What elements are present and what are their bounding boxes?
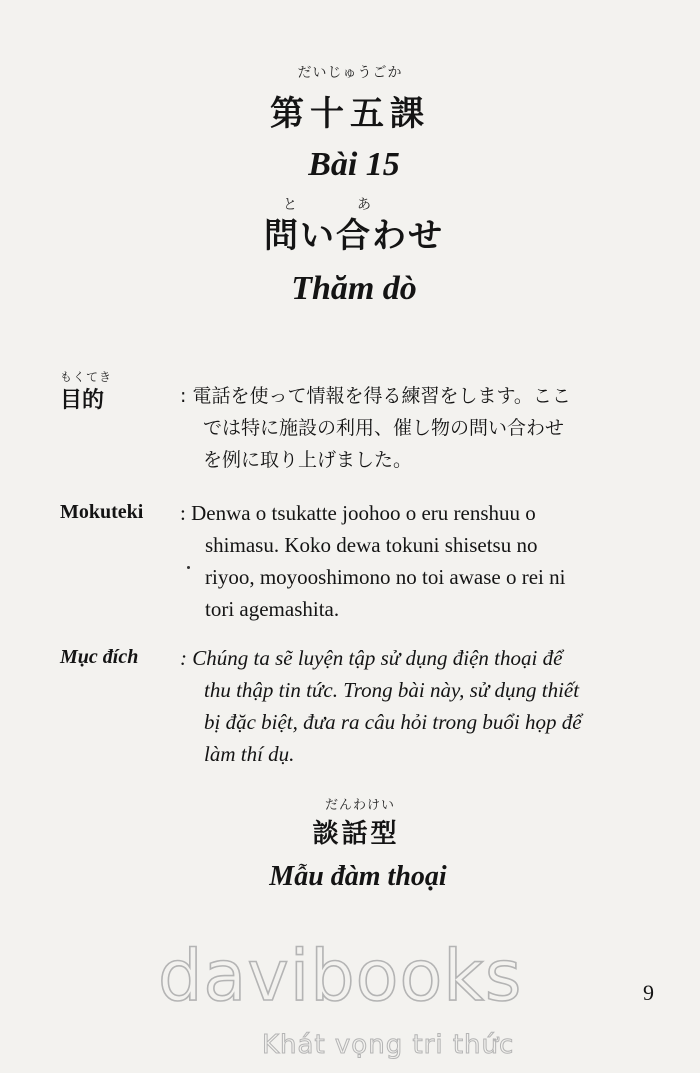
- topic-title-jp: 問い合わせ: [264, 216, 444, 256]
- lesson-title-vi: Bài 15: [308, 146, 400, 183]
- dialogue-title-jp: 談話型: [312, 819, 400, 849]
- objective-jp-line-3: を例に取り上げました。: [203, 449, 413, 471]
- objective-jp-label: 目的: [60, 388, 105, 413]
- topic-furigana-to: と: [283, 197, 298, 213]
- objective-romaji-line-4: tori agemashita.: [205, 597, 340, 621]
- objective-jp-label-furigana: もくてき: [60, 370, 113, 384]
- objective-vi-line-3: bị đặc biệt, đưa ra câu hỏi trong buổi họp để: [204, 710, 582, 734]
- topic-furigana-a: あ: [357, 197, 372, 213]
- objective-romaji-line-3: riyoo, moyooshimono no toi awase o rei ni: [205, 565, 566, 589]
- dialogue-furigana: だんわけい: [324, 798, 395, 813]
- objective-vi-line-1: : Chúng ta sẽ luyện tập sử dụng điện thoại để: [180, 646, 563, 670]
- page-number: 9: [643, 980, 654, 1005]
- topic-title-vi: Thăm dò: [291, 270, 417, 307]
- objective-romaji-label: Mokuteki: [60, 501, 144, 523]
- print-speck: [187, 566, 190, 569]
- lesson-furigana: だいじゅうごか: [297, 65, 403, 81]
- objective-romaji-line-1: : Denwa o tsukatte joohoo o eru renshuu o: [180, 501, 536, 525]
- objective-vi-line-2: thu thập tin tức. Trong bài này, sử dụng thiết: [204, 678, 580, 702]
- objective-jp-line-2: では特に施設の利用、催し物の問い合わせ: [203, 417, 565, 439]
- dialogue-title-vi: Mẫu đàm thoại: [269, 861, 447, 892]
- objective-vi-label: Mục đích: [60, 646, 139, 668]
- objective-jp-line-1: : 電話を使って情報を得る練習をします。ここ: [180, 385, 571, 407]
- watermark-tagline: Khát vọng tri thức: [262, 1030, 515, 1060]
- objective-romaji-line-2: shimasu. Koko dewa tokuni shisetsu no: [205, 533, 538, 557]
- objective-vi-line-4: làm thí dụ.: [204, 742, 295, 766]
- watermark-brand: davibooks: [158, 935, 523, 1017]
- lesson-title-jp: 第十五課: [270, 94, 430, 134]
